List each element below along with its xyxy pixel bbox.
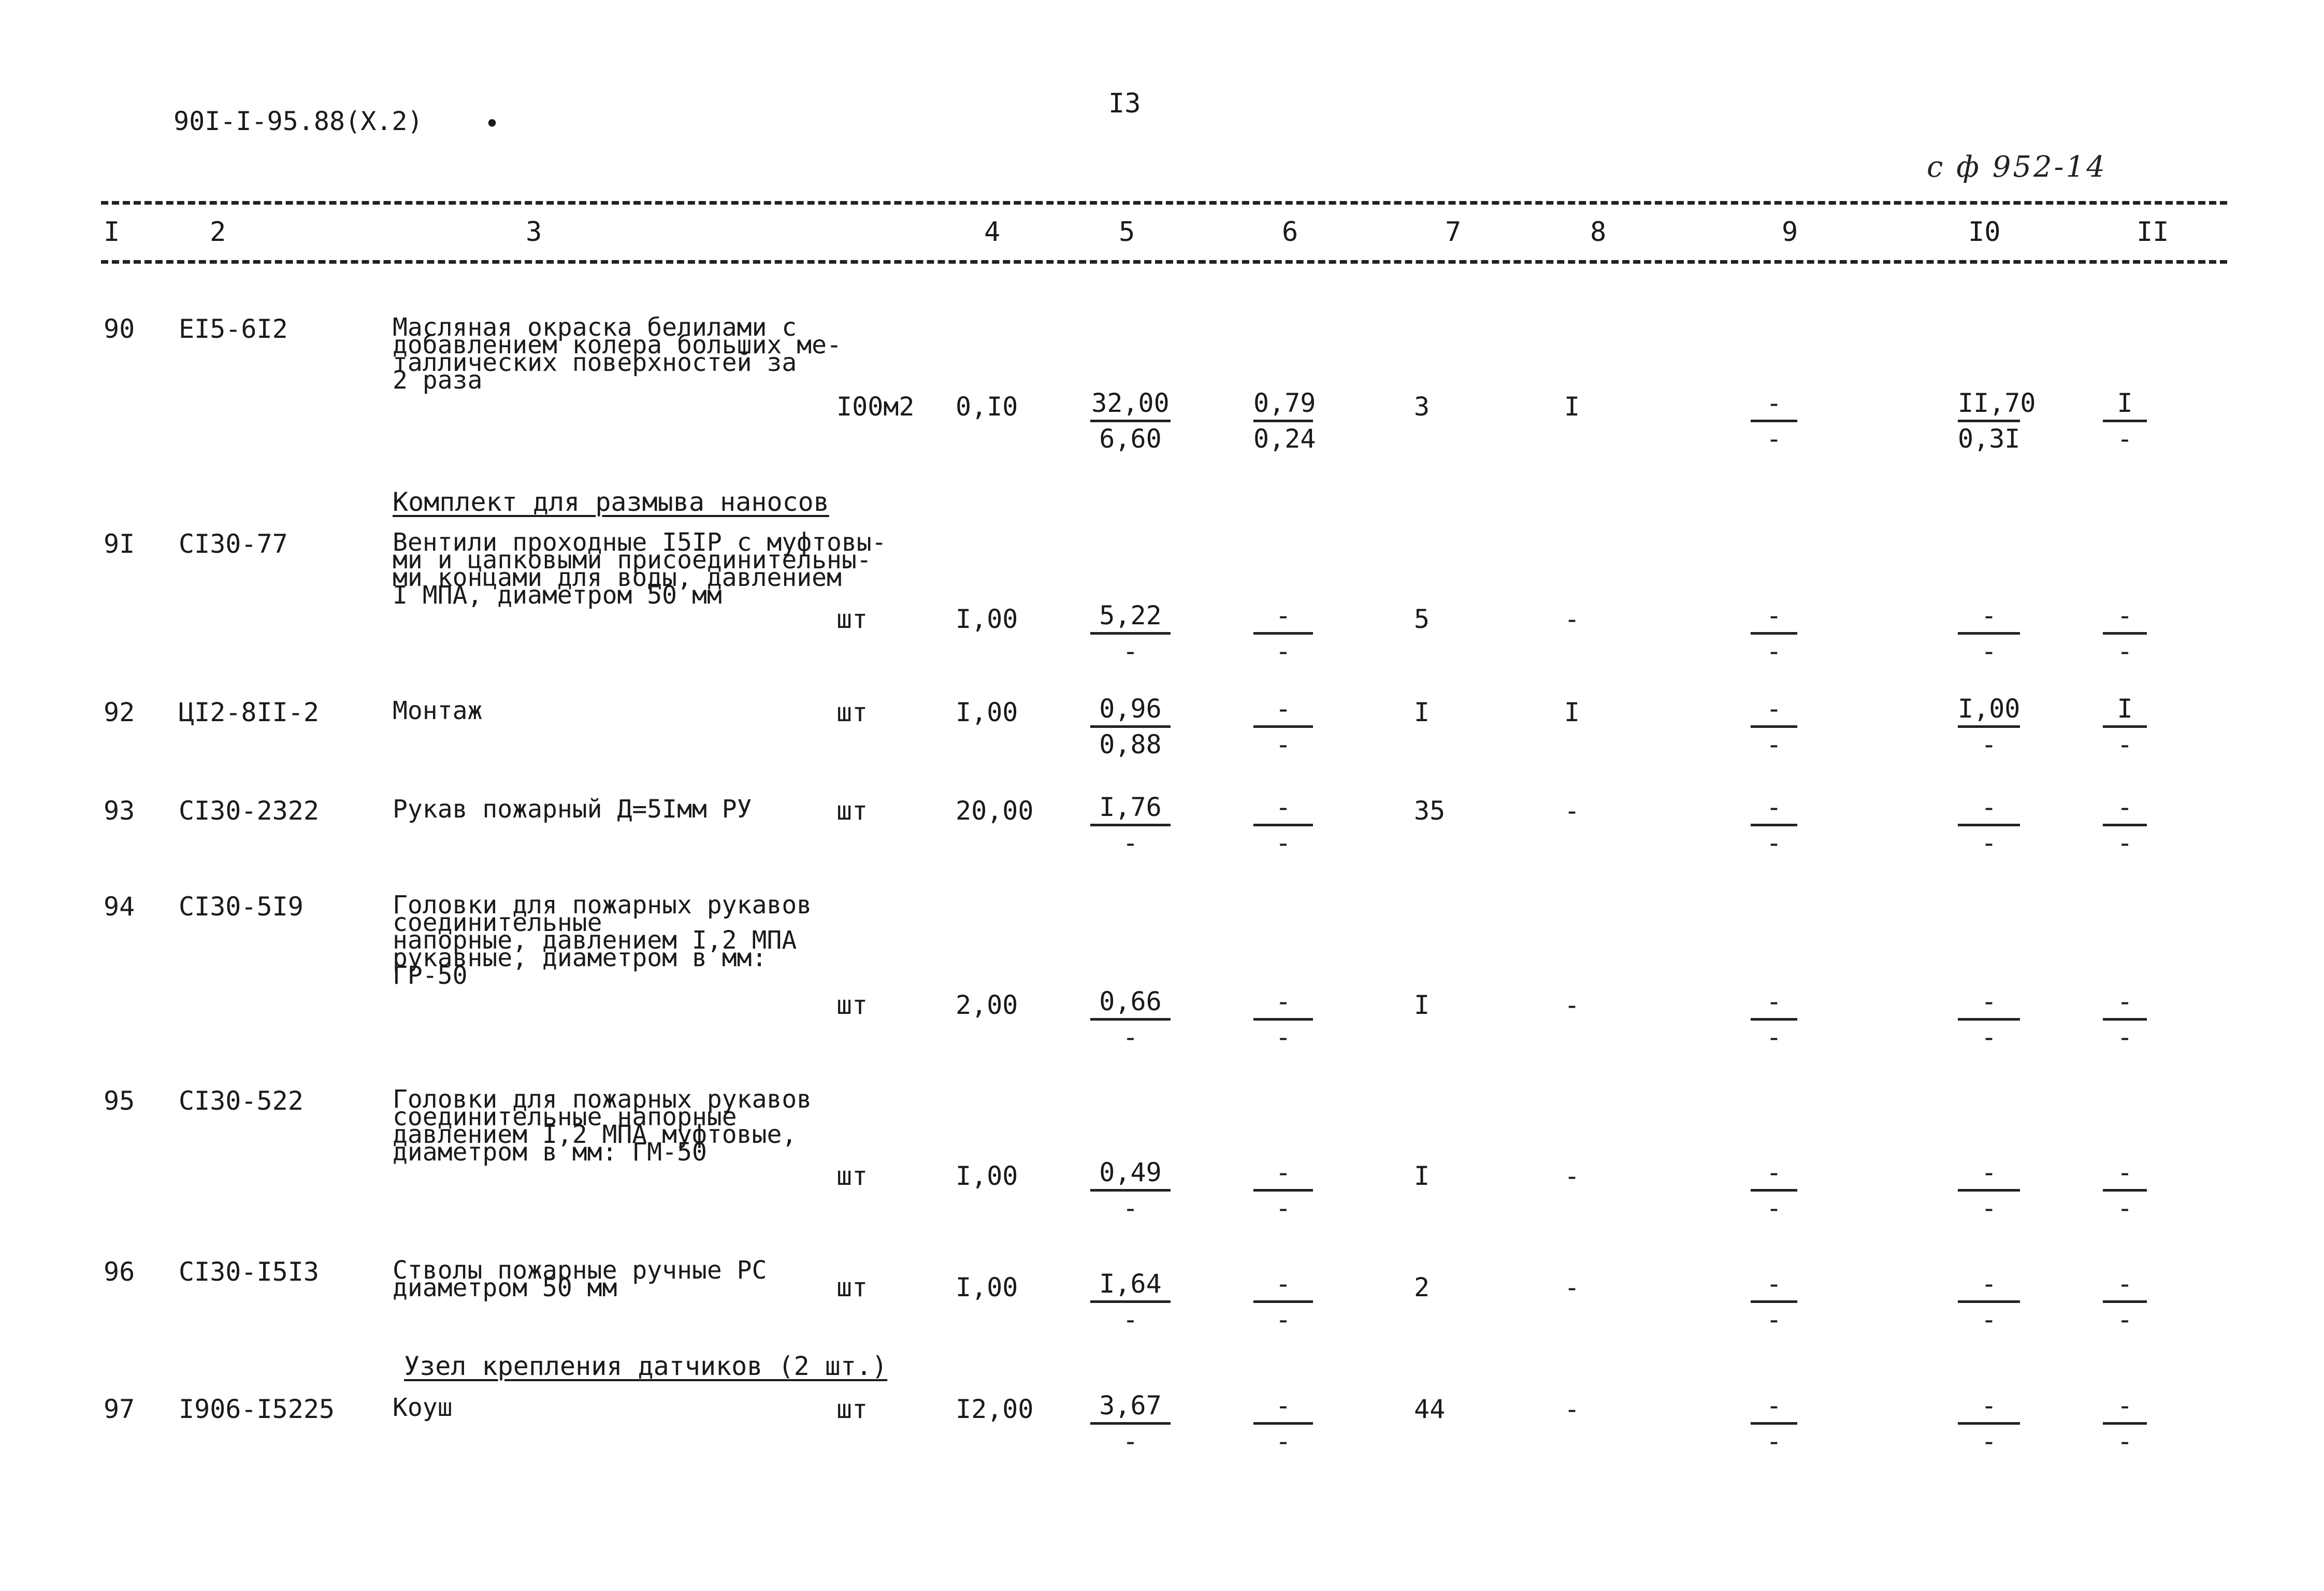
fraction-denominator: 6,60: [1099, 424, 1162, 454]
fraction-bar: [2103, 824, 2147, 826]
fraction-numerator: -: [2117, 1391, 2133, 1421]
fraction-denominator: -: [1766, 1426, 1782, 1456]
fraction-denominator: -: [1981, 1022, 1997, 1052]
column-5-value: [1090, 389, 1171, 453]
column-11-value: [2103, 694, 2147, 759]
column-6-value: [1253, 1391, 1313, 1456]
handwritten-stamp: с ф 952-14: [1927, 150, 2107, 184]
column-6-value: [1253, 694, 1313, 759]
fraction-bar: [1253, 1189, 1313, 1192]
column-8-value: -: [1564, 604, 1580, 634]
row-description: Головки для пожарных рукавов соединительные напорные, давлением I,2 МПА рукавные, диаметром в мм: ГР-50: [393, 891, 812, 990]
fraction-bar: [1751, 824, 1797, 826]
column-5-value: [1090, 1391, 1171, 1456]
column-10-value: [1958, 1269, 2020, 1334]
row-number: 92: [104, 697, 135, 727]
fraction-denominator: -: [1122, 636, 1138, 666]
fraction-numerator: II,70: [1958, 388, 2036, 418]
column-10-value: [1958, 987, 2020, 1052]
column-10-value: [1958, 793, 2020, 857]
fraction-denominator: -: [2117, 1426, 2133, 1456]
column-7-value: I: [1414, 1161, 1430, 1191]
row-number: 94: [104, 892, 135, 922]
row-unit: шт: [836, 1394, 868, 1424]
fraction-bar: [1253, 725, 1313, 728]
fraction-numerator: 0,79: [1253, 388, 1316, 418]
fraction-numerator: -: [1766, 1391, 1782, 1421]
fraction-bar: [1090, 1422, 1171, 1425]
fraction-denominator: -: [1981, 636, 1997, 666]
fraction-numerator: I,00: [1958, 694, 2020, 724]
fraction-bar: [1751, 1300, 1797, 1303]
column-6-value: [1253, 987, 1313, 1052]
fraction-numerator: -: [1766, 600, 1782, 630]
fraction-numerator: -: [1275, 600, 1291, 630]
fraction-numerator: -: [1766, 694, 1782, 724]
fraction-numerator: -: [1981, 1391, 1997, 1421]
column-9-value: [1751, 1269, 1797, 1334]
column-9-value: [1751, 1158, 1797, 1223]
fraction-bar: [1958, 824, 2020, 826]
row-quantity: I,00: [956, 1161, 1018, 1191]
fraction-numerator: -: [1275, 694, 1291, 724]
fraction-denominator: 0,24: [1253, 424, 1316, 454]
column-6-value: [1253, 1269, 1313, 1334]
row-code: I906-I5225: [179, 1394, 335, 1424]
fraction-bar: [2103, 1300, 2147, 1303]
fraction-bar: [2103, 1018, 2147, 1021]
fraction-numerator: I,76: [1099, 792, 1162, 822]
column-9-value: [1751, 694, 1797, 759]
fraction-denominator: -: [1766, 1193, 1782, 1223]
fraction-denominator: -: [1766, 636, 1782, 666]
row-description: Рукав пожарный Д=5Iмм РУ: [393, 795, 752, 824]
column-6-value: [1253, 1158, 1313, 1223]
fraction-denominator: -: [1766, 424, 1782, 454]
column-11-value: [2103, 793, 2147, 857]
column-9-value: [1751, 793, 1797, 857]
fraction-denominator: -: [1275, 1022, 1291, 1052]
fraction-numerator: I: [2117, 694, 2133, 724]
column-11-value: [2103, 389, 2147, 453]
row-code: CI30-77: [179, 529, 288, 559]
column-11-value: [2103, 1158, 2147, 1223]
column-7-value: I: [1414, 697, 1430, 727]
fraction-denominator: -: [1275, 1193, 1291, 1223]
fraction-denominator: 0,3I: [1958, 424, 2020, 454]
fraction-denominator: -: [1981, 828, 1997, 858]
row-code: CI30-2322: [179, 796, 319, 826]
fraction-denominator: -: [1766, 729, 1782, 759]
section-heading: Узел крепления датчиков (2 шт.): [404, 1351, 888, 1381]
fraction-denominator: -: [1275, 636, 1291, 666]
column-9-value: [1751, 389, 1797, 453]
column-7-value: 35: [1414, 796, 1446, 826]
column-8-value: I: [1564, 392, 1580, 422]
column-7-value: 5: [1414, 604, 1430, 634]
column-11-value: [2103, 1391, 2147, 1456]
fraction-bar: [1253, 1422, 1313, 1425]
column-11-value: [2103, 987, 2147, 1052]
column-5-value: [1090, 793, 1171, 857]
fraction-denominator: -: [2117, 1305, 2133, 1335]
fraction-numerator: -: [2117, 1157, 2133, 1187]
fraction-bar: [1253, 420, 1313, 422]
fraction-bar: [1253, 1018, 1313, 1021]
fraction-bar: [1958, 725, 2020, 728]
fraction-bar: [2103, 420, 2147, 422]
fraction-numerator: 5,22: [1099, 600, 1162, 630]
column-10-value: [1958, 388, 2036, 454]
row-unit: шт: [836, 604, 868, 634]
row-quantity: 20,00: [956, 796, 1034, 826]
column-7-value: I: [1414, 990, 1430, 1020]
fraction-bar: [1253, 632, 1313, 635]
row-unit: шт: [836, 697, 868, 727]
fraction-denominator: -: [1766, 828, 1782, 858]
fraction-denominator: -: [2117, 1193, 2133, 1223]
fraction-bar: [2103, 632, 2147, 635]
fraction-bar: [1090, 1189, 1171, 1192]
fraction-numerator: 0,49: [1099, 1157, 1162, 1187]
column-7-value: 2: [1414, 1272, 1430, 1302]
row-number: 93: [104, 796, 135, 826]
fraction-denominator: -: [1275, 1426, 1291, 1456]
row-quantity: I2,00: [956, 1394, 1034, 1424]
row-unit: шт: [836, 1272, 868, 1302]
row-description: Монтаж: [393, 696, 483, 725]
fraction-bar: [1958, 632, 2020, 635]
fraction-numerator: -: [1981, 1269, 1997, 1299]
fraction-bar: [1253, 1300, 1313, 1303]
fraction-numerator: -: [2117, 986, 2133, 1016]
column-10-value: [1958, 1158, 2020, 1223]
fraction-numerator: -: [1981, 792, 1997, 822]
column-header-7: 7: [1445, 217, 1462, 248]
fraction-denominator: -: [1122, 1193, 1138, 1223]
column-9-value: [1751, 1391, 1797, 1456]
fraction-numerator: -: [2117, 792, 2133, 822]
fraction-bar: [1253, 824, 1313, 826]
fraction-denominator: -: [2117, 1022, 2133, 1052]
fraction-numerator: -: [1275, 1157, 1291, 1187]
row-code: CI30-5I9: [179, 892, 304, 922]
column-6-value: [1253, 601, 1313, 666]
row-quantity: I,00: [956, 697, 1018, 727]
row-code: CI30-522: [179, 1086, 304, 1116]
fraction-denominator: -: [1122, 1305, 1138, 1335]
fraction-numerator: 0,96: [1099, 694, 1162, 724]
row-number: 95: [104, 1086, 135, 1116]
column-6-value: [1253, 793, 1313, 857]
column-5-value: [1090, 1158, 1171, 1223]
page-number: I3: [1108, 88, 1141, 119]
fraction-numerator: 0,66: [1099, 986, 1162, 1016]
header-mark: •: [484, 109, 500, 139]
row-number: 96: [104, 1257, 135, 1287]
column-header-9: 9: [1782, 217, 1798, 248]
row-number: 90: [104, 314, 135, 344]
fraction-numerator: -: [1766, 986, 1782, 1016]
column-8-value: -: [1564, 796, 1580, 826]
column-header-8: 8: [1590, 217, 1607, 248]
fraction-numerator: -: [2117, 1269, 2133, 1299]
fraction-bar: [1751, 725, 1797, 728]
fraction-denominator: -: [1275, 1305, 1291, 1335]
fraction-denominator: -: [1766, 1305, 1782, 1335]
fraction-denominator: -: [2117, 729, 2133, 759]
fraction-numerator: -: [2117, 600, 2133, 630]
row-quantity: 2,00: [956, 990, 1018, 1020]
row-unit: шт: [836, 796, 868, 826]
row-quantity: I,00: [956, 1272, 1018, 1302]
column-6-value: [1253, 388, 1316, 454]
fraction-denominator: -: [1275, 729, 1291, 759]
column-7-value: 3: [1414, 392, 1430, 422]
row-unit: шт: [836, 990, 868, 1020]
column-header-10: I0: [1968, 217, 2001, 248]
row-code: CI30-I5I3: [179, 1257, 319, 1287]
fraction-bar: [1090, 1300, 1171, 1303]
column-7-value: 44: [1414, 1394, 1446, 1424]
row-quantity: I,00: [956, 604, 1018, 634]
fraction-numerator: 3,67: [1099, 1391, 1162, 1421]
column-9-value: [1751, 987, 1797, 1052]
fraction-denominator: -: [2117, 636, 2133, 666]
column-5-value: [1090, 601, 1171, 666]
row-description: Масляная окраска белилами с добавлением колера больших ме- таллических поверхностей за 2 раза: [393, 313, 842, 395]
fraction-denominator: -: [1981, 1305, 1997, 1335]
header-top-rule: [101, 201, 2227, 205]
fraction-denominator: -: [1122, 828, 1138, 858]
fraction-numerator: 32,00: [1091, 388, 1170, 418]
fraction-bar: [1751, 420, 1797, 422]
fraction-bar: [1090, 420, 1171, 422]
fraction-numerator: -: [1766, 1269, 1782, 1299]
column-5-value: [1090, 694, 1171, 759]
fraction-denominator: -: [1766, 1022, 1782, 1052]
fraction-bar: [1090, 632, 1171, 635]
row-code: ЦI2-8II-2: [179, 697, 319, 727]
column-10-value: [1958, 694, 2020, 759]
fraction-numerator: -: [1275, 986, 1291, 1016]
fraction-denominator: -: [1981, 1426, 1997, 1456]
fraction-bar: [1958, 1422, 2020, 1425]
fraction-bar: [2103, 725, 2147, 728]
fraction-bar: [1751, 1422, 1797, 1425]
fraction-numerator: -: [1275, 792, 1291, 822]
column-header-5: 5: [1119, 217, 1135, 248]
column-header-11: II: [2137, 217, 2169, 248]
column-header-4: 4: [984, 217, 1001, 248]
fraction-numerator: -: [1981, 986, 1997, 1016]
row-unit: шт: [836, 1161, 868, 1191]
fraction-bar: [1751, 1189, 1797, 1192]
fraction-numerator: -: [1766, 792, 1782, 822]
fraction-bar: [1090, 1018, 1171, 1021]
row-description: Вентили проходные I5IP с муфтовы- ми и цапковыми присоединительны- ми концами для воды, давлением I МПА, диаметром 50 мм: [393, 528, 887, 610]
row-code: EI5-6I2: [179, 314, 288, 344]
header-bottom-rule: [101, 260, 2227, 264]
column-8-value: I: [1564, 697, 1580, 727]
fraction-denominator: -: [2117, 424, 2133, 454]
fraction-bar: [1751, 1018, 1797, 1021]
fraction-denominator: -: [1275, 828, 1291, 858]
fraction-numerator: -: [1275, 1269, 1291, 1299]
column-5-value: [1090, 1269, 1171, 1334]
fraction-numerator: -: [1275, 1391, 1291, 1421]
column-header-1: I: [104, 217, 120, 248]
fraction-denominator: -: [1122, 1426, 1138, 1456]
column-8-value: -: [1564, 1161, 1580, 1191]
fraction-bar: [1958, 1189, 2020, 1192]
fraction-bar: [1090, 824, 1171, 826]
column-5-value: [1090, 987, 1171, 1052]
row-description: Головки для пожарных рукавов соединительные напорные давлением I,2 МПА муфтовые, диаметром в мм: ГМ-50: [393, 1085, 812, 1167]
fraction-denominator: -: [1122, 1022, 1138, 1052]
fraction-bar: [2103, 1189, 2147, 1192]
column-11-value: [2103, 601, 2147, 666]
column-9-value: [1751, 601, 1797, 666]
fraction-denominator: -: [1981, 1193, 1997, 1223]
fraction-denominator: 0,88: [1099, 729, 1162, 759]
fraction-bar: [1958, 420, 2020, 422]
fraction-numerator: I: [2117, 388, 2133, 418]
row-description: Коуш: [393, 1393, 453, 1422]
column-header-3: 3: [526, 217, 542, 248]
fraction-bar: [1958, 1300, 2020, 1303]
row-unit: I00м2: [836, 392, 915, 422]
fraction-numerator: -: [1981, 1157, 1997, 1187]
fraction-numerator: -: [1766, 1157, 1782, 1187]
fraction-denominator: -: [2117, 828, 2133, 858]
column-8-value: -: [1564, 990, 1580, 1020]
fraction-bar: [1090, 725, 1171, 728]
document-reference: 90I-I-95.88(X.2): [174, 106, 423, 136]
fraction-bar: [2103, 1422, 2147, 1425]
column-8-value: -: [1564, 1272, 1580, 1302]
column-11-value: [2103, 1269, 2147, 1334]
section-heading: Комплект для размыва наносов: [393, 487, 829, 517]
row-number: 9I: [104, 529, 135, 559]
fraction-bar: [1958, 1018, 2020, 1021]
fraction-numerator: -: [1981, 600, 1997, 630]
column-10-value: [1958, 601, 2020, 666]
column-10-value: [1958, 1391, 2020, 1456]
column-header-6: 6: [1282, 217, 1298, 248]
column-header-2: 2: [210, 217, 226, 248]
fraction-bar: [1751, 632, 1797, 635]
row-description: Стволы пожарные ручные РС диаметром 50 мм: [393, 1256, 767, 1302]
row-number: 97: [104, 1394, 135, 1424]
row-quantity: 0,I0: [956, 392, 1018, 422]
fraction-denominator: -: [1981, 729, 1997, 759]
fraction-numerator: I,64: [1099, 1269, 1162, 1299]
column-8-value: -: [1564, 1394, 1580, 1424]
fraction-numerator: -: [1766, 388, 1782, 418]
